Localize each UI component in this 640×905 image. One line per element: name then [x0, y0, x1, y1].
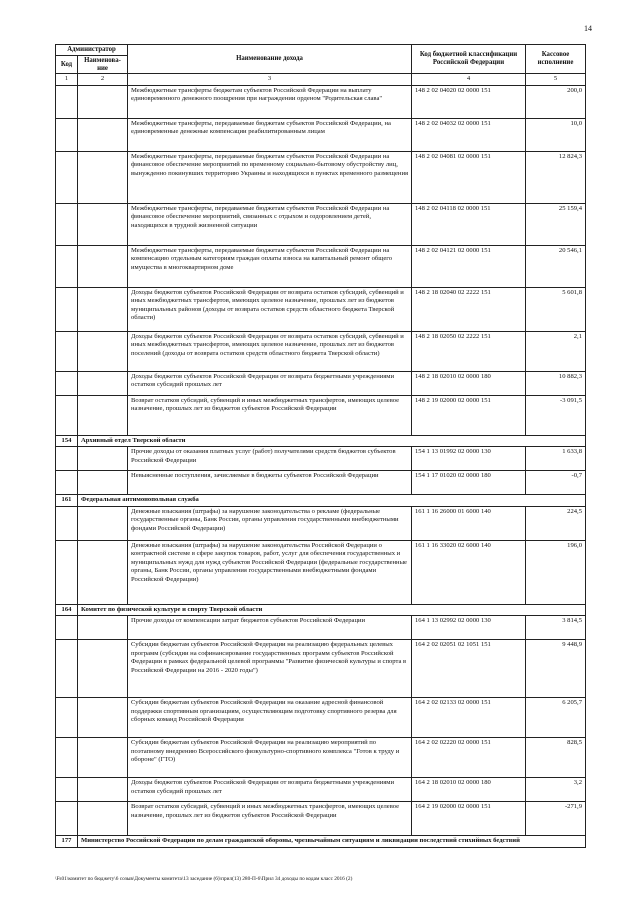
income-name: Межбюджетные трансферты, передаваемые бюджетам субъектов Российской Федерации на финансовое обеспечение мероприятий, связанных с отдыхом и оздоровлением детей, находящихся в трудной жизненной ситуации	[128, 203, 412, 245]
income-name: Межбюджетные трансферты, передаваемые бюджетам субъектов Российской Федерации, на единовременные денежные компенсации реабилитированным лицам	[128, 118, 412, 151]
income-amount: 224,5	[526, 506, 586, 540]
income-amount: -0,7	[526, 471, 586, 495]
income-table	[55, 44, 586, 848]
cash-header: Кассовое исполнение	[526, 45, 586, 74]
income-code: 148 2 02 04081 02 0000 151	[412, 151, 526, 203]
income-code: 164 1 13 02992 02 0000 130	[412, 616, 526, 640]
income-amount: -271,9	[526, 802, 586, 836]
income-name: Возврат остатков субсидий, субвенций и иных межбюджетных трансфертов, имеющих целевое назначение, прошлых лет из бюджетов субъектов Российской Федерации	[128, 802, 412, 836]
income-amount: 196,0	[526, 540, 586, 604]
income-name: Доходы бюджетов субъектов Российской Федерации от возврата остатков субсидий, субвенций и иных межбюджетных трансфертов, имеющих целевое назначение, прошлых лет из бюджетов поселений (доходы от возврата остатков средств областного бюджета Тверской области)	[128, 331, 412, 371]
col-num: 3	[128, 74, 412, 85]
income-amount: 200,0	[526, 85, 586, 118]
page-number: 14	[584, 24, 592, 33]
income-name: Субсидии бюджетам субъектов Российской Федерации на реализацию федеральных целевых программ (субсидии на софинансирование государственных программ субъектов Российской Федерации в рамках федеральной целевой программы "Развитие физической культуры и спорта в Российской Федерации на 2016 - 2020 годы")	[128, 640, 412, 698]
section-row	[56, 495, 586, 506]
table-row	[56, 245, 586, 287]
col-num: 5	[526, 74, 586, 85]
table-row	[56, 85, 586, 118]
income-amount: 1 633,8	[526, 447, 586, 471]
income-code: 148 2 02 04118 02 0000 151	[412, 203, 526, 245]
income-amount: 12 824,3	[526, 151, 586, 203]
section-code: 161	[56, 495, 78, 506]
income-code: 148 2 02 04032 02 0000 151	[412, 118, 526, 151]
section-code: 164	[56, 604, 78, 615]
income-code: 161 1 16 26000 01 6000 140	[412, 506, 526, 540]
table-row	[56, 698, 586, 738]
income-code: 154 1 17 01020 02 0000 180	[412, 471, 526, 495]
income-code: 154 1 13 01992 02 0000 130	[412, 447, 526, 471]
section-title: Федеральная антимонопольная служба	[78, 495, 586, 506]
table-row	[56, 802, 586, 836]
income-amount: 828,5	[526, 738, 586, 778]
budget-code-header: Код бюджетной классификации Российской Федерации	[412, 45, 526, 74]
income-name-header: Наименование дохода	[128, 45, 412, 74]
table-row	[56, 540, 586, 604]
col-num: 2	[78, 74, 128, 85]
income-name: Прочие доходы от оказания платных услуг (работ) получателями средств бюджетов субъектов Российской Федерации	[128, 447, 412, 471]
table-row	[56, 506, 586, 540]
income-name: Денежные взыскания (штрафы) за нарушение законодательства Российской Федерации о контрактной системе в сфере закупок товаров, работ, услуг для обеспечения государственных и муниципальных нужд для нужд субъектов Российской Федерации (федеральные государственные органы, Банк России, органы управления государственными внебюджетными фондами Российской Федерации)	[128, 540, 412, 604]
income-code: 148 2 02 04121 02 0000 151	[412, 245, 526, 287]
table-row	[56, 640, 586, 698]
name-short-header: Наименова-ние	[78, 55, 128, 74]
income-name: Возврат остатков субсидий, субвенций и иных межбюджетных трансфертов, имеющих целевое назначение, прошлых лет из бюджетов субъектов Российской Федерации	[128, 395, 412, 435]
income-code: 164 2 02 02051 02 1051 151	[412, 640, 526, 698]
table-row	[56, 151, 586, 203]
income-name: Субсидии бюджетам субъектов Российской Федерации на реализацию мероприятий по поэтапному внедрению Всероссийского физкультурно-спортивного комплекса "Готов к труду и обороне" (ГТО)	[128, 738, 412, 778]
income-code: 164 2 18 02010 02 0000 180	[412, 778, 526, 802]
income-code: 148 2 02 04020 02 0000 151	[412, 85, 526, 118]
section-code: 154	[56, 435, 78, 446]
income-amount: 10 882,3	[526, 371, 586, 395]
kod-header: Код	[56, 55, 78, 74]
income-name: Денежные взыскания (штрафы) за нарушение законодательства о рекламе (федеральные государственные органы, Банк России, органы управления государственными внебюджетными фондами Российской Федерации)	[128, 506, 412, 540]
income-amount: 6 205,7	[526, 698, 586, 738]
income-amount: 3 814,5	[526, 616, 586, 640]
section-title: Комитет по физической культуре и спорту Тверской области	[78, 604, 586, 615]
income-name: Прочие доходы от компенсации затрат бюджетов субъектов Российской Федерации	[128, 616, 412, 640]
income-name: Межбюджетные трансферты, передаваемые бюджетам субъектов Российской Федерации на финансовое обеспечение мероприятий по временному социально-бытовому обустройству лиц, вынужденно покинувших территорию Украины и находящихся в пунктах временного размещения	[128, 151, 412, 203]
income-name: Доходы бюджетов субъектов Российской Федерации от возврата бюджетными учреждениями остатков субсидий прошлых лет	[128, 371, 412, 395]
income-name: Невыясненные поступления, зачисляемые в бюджеты субъектов Российской Федерации	[128, 471, 412, 495]
table-row	[56, 738, 586, 778]
section-row	[56, 604, 586, 615]
income-amount: 9 448,9	[526, 640, 586, 698]
income-amount: 25 159,4	[526, 203, 586, 245]
section-row	[56, 836, 586, 847]
table-row	[56, 395, 586, 435]
income-code: 148 2 19 02000 02 0000 151	[412, 395, 526, 435]
section-row	[56, 435, 586, 446]
table-row	[56, 371, 586, 395]
income-amount: 10,0	[526, 118, 586, 151]
table-row	[56, 471, 586, 495]
table-row	[56, 203, 586, 245]
income-name: Межбюджетные трансферты бюджетам субъектов Российской Федерации на выплату единовременного денежного поощрения при награждении орденом "Родительская слава"	[128, 85, 412, 118]
section-title: Архивный отдел Тверской области	[78, 435, 586, 446]
income-amount: 20 546,1	[526, 245, 586, 287]
admin-header: Администратор	[56, 45, 128, 56]
header-row	[56, 45, 586, 56]
income-code: 164 2 02 02133 02 0000 151	[412, 698, 526, 738]
table-row	[56, 331, 586, 371]
income-name: Межбюджетные трансферты, передаваемые бюджетам субъектов Российской Федерации на компенсацию отдельным категориям граждан оплаты взноса на капитальный ремонт общего имущества в многоквартирном доме	[128, 245, 412, 287]
section-title: Министерство Российской Федерации по делам гражданской обороны, чрезвычайным ситуациям и ликвидации последствий стихийных бедствий	[78, 836, 586, 847]
col-num: 1	[56, 74, 78, 85]
income-code: 164 2 02 02220 02 0000 151	[412, 738, 526, 778]
table-row	[56, 118, 586, 151]
income-name: Субсидии бюджетам субъектов Российской Федерации на оказание адресной финансовой поддержки спортивным организациям, осуществляющим подготовку спортивного резерва для сборных команд Российской Федерации	[128, 698, 412, 738]
income-name: Доходы бюджетов субъектов Российской Федерации от возврата остатков субсидий, субвенций и иных межбюджетных трансфертов, имеющих целевое назначение, прошлых лет из бюджетов муниципальных районов (доходы от возврата остатков средств областного бюджета Тверской области)	[128, 287, 412, 331]
file-path-footer: \Fs01\комитет по бюджету\6 созыв\Документы комитета\13 заседание (6)\прил(13) 280-П-6\Прил 34 доходы по кодам класс 2016 (2)	[55, 876, 353, 882]
income-amount: 2,1	[526, 331, 586, 371]
income-code: 148 2 18 02050 02 2222 151	[412, 331, 526, 371]
income-name: Доходы бюджетов субъектов Российской Федерации от возврата бюджетными учреждениями остатков субсидий прошлых лет	[128, 778, 412, 802]
col-num: 4	[412, 74, 526, 85]
table-row	[56, 287, 586, 331]
table-row	[56, 778, 586, 802]
table-row	[56, 447, 586, 471]
section-code: 177	[56, 836, 78, 847]
income-amount: -3 091,5	[526, 395, 586, 435]
income-code: 148 2 18 02040 02 2222 151	[412, 287, 526, 331]
income-code: 161 1 16 33020 02 6000 140	[412, 540, 526, 604]
income-code: 148 2 18 02010 02 0000 180	[412, 371, 526, 395]
income-amount: 3,2	[526, 778, 586, 802]
income-code: 164 2 19 02000 02 0000 151	[412, 802, 526, 836]
column-number-row	[56, 74, 586, 85]
table-row	[56, 616, 586, 640]
income-amount: 5 601,8	[526, 287, 586, 331]
